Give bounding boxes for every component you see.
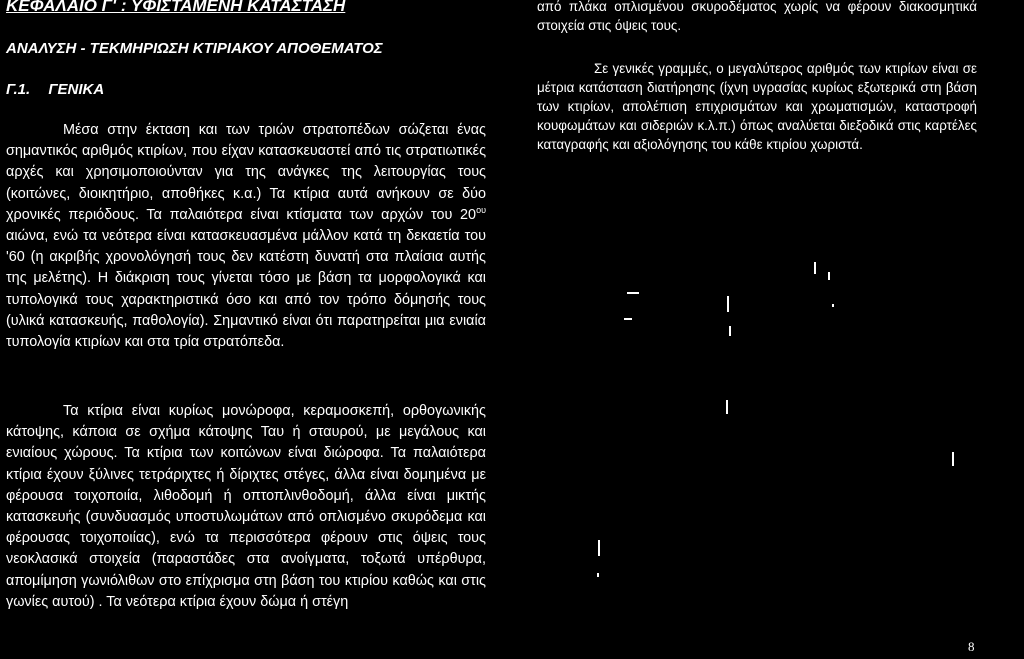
paragraph-building-types: Τα κτίρια είναι κυρίως μονώροφα, κεραμοσκεπή, ορθογωνικής κάτοψης, κάποια σε σχήμα κάτοψης Ταυ ή σταυρού, με μεγάλους και ενιαίους χώρους. Τα κτίρια των κοιτώνων είναι διώροφα. Τα παλαιότερα κτίρια έχουν ξύλινες τετράριχτες ή δίριχτες στέγες, άλλα είναι δομημένα με φέρουσα τοιχοποιία, λιθοδομή ή οπτοπλινθοδομή, άλλα είναι μικτής κατασκευής (συνδυασμός υποστυλωμάτων από οπλισμένο σκυρόδεμα και φέρουσας τοιχοποιίας), ενώ τα περισσότερα φέρουν στις όψεις τους νεοκλασικά στοιχεία (παραστάδες στα ανοίγματα, τοξωτά υπέρθυρα, απομίμηση γωνιόλιθων στο επίχρισμα στη βάση του κτιρίου καθώς και στις γωνίες αυτού) . Τα νεότερα κτίρια έχουν δώμα ή στέγη: [6, 403, 486, 610]
page-number: 8: [968, 639, 975, 654]
paragraph-text-a: Μέσα στην έκταση και των τριών στρατοπέδων σώζεται ένας σημαντικός αριθμός κτιρίων, που είχαν κατασκευαστεί από τις στρατιωτικές αρχές και χρησιμοποιούνταν για της ανάγκες της λειτουργίας τους (κοιτώνες, διοικητήριο, αποθήκες κ.α.) Τα κτίρια αυτά ανήκουν σε δύο χρονικές περιόδους. Τα παλαιότερα είναι κτίσματα των αρχών του 20: [6, 122, 486, 223]
scan-mark: [828, 272, 830, 280]
paragraph-general-intro: [6, 120, 486, 353]
section-title: ΑΝΑΛΥΣΗ - ΤΕΚΜΗΡΙΩΣΗ ΚΤΙΡΙΑΚΟΥ ΑΠΟΘΕΜΑΤΟΣ: [6, 40, 383, 57]
superscript-ordinal: ου: [476, 205, 486, 216]
scan-mark: [814, 262, 816, 274]
right-column: [537, 0, 977, 659]
subsection-title: Γ.1. ΓΕΝΙΚΑ: [6, 81, 105, 98]
left-column: [0, 0, 486, 659]
paragraph-text-b: αιώνα, ενώ τα νεότερα είναι κατασκευασμένα μάλλον κατά τη δεκαετία του '60 (η ακριβής χρονολόγησή τους δεν κατέστη δυνατή στα πλαίσια αυτής της μελέτης). Η διάκριση τους γίνεται τόσο με βάση τα μορφολογικά και τυπολογικά τους χαρακτηριστικά όσο και από τον τρόπο δόμησής τους (υλικά κατασκευής, παθολογία). Σημαντικό είναι ότι παρατηρείται μια ενιαία τυπολογία κτιρίων και στα τρία στρατόπεδα.: [6, 228, 486, 351]
chapter-title: ΚΕΦΑΛΑΙΟ Γ' : ΥΦΙΣΤΑΜΕΝΗ ΚΑΤΑΣΤΑΣΗ: [6, 0, 346, 15]
scan-mark: [624, 318, 632, 320]
paragraph-condition: Σε γενικές γραμμές, ο μεγαλύτερος αριθμός των κτιρίων είναι σε μέτρια κατάσταση διατήρησης (ίχνη υγρασίας κυρίως εξωτερικά στη βάση των κτιρίων, απολέπιση επιχρισμάτων και χρωματισμών, καταστροφή κουφωμάτων και σιδεριών κ.λ.π.) όπως αναλύεται διεξοδικά στις καρτέλες καταγραφής και αξιολόγησης του κάθε κτιρίου χωριστά.: [537, 61, 977, 152]
scan-mark: [729, 326, 731, 336]
scan-mark: [832, 304, 834, 307]
paragraph-continuation: από πλάκα οπλισμένου σκυροδέματος χωρίς να φέρουν διακοσμητικά στοιχεία στις όψεις τους.: [537, 0, 977, 33]
scan-mark: [952, 452, 954, 466]
scan-mark: [726, 400, 728, 414]
scan-mark: [727, 296, 729, 312]
scan-mark: [627, 292, 639, 294]
scan-mark: [598, 540, 600, 556]
scan-mark: [597, 573, 599, 577]
